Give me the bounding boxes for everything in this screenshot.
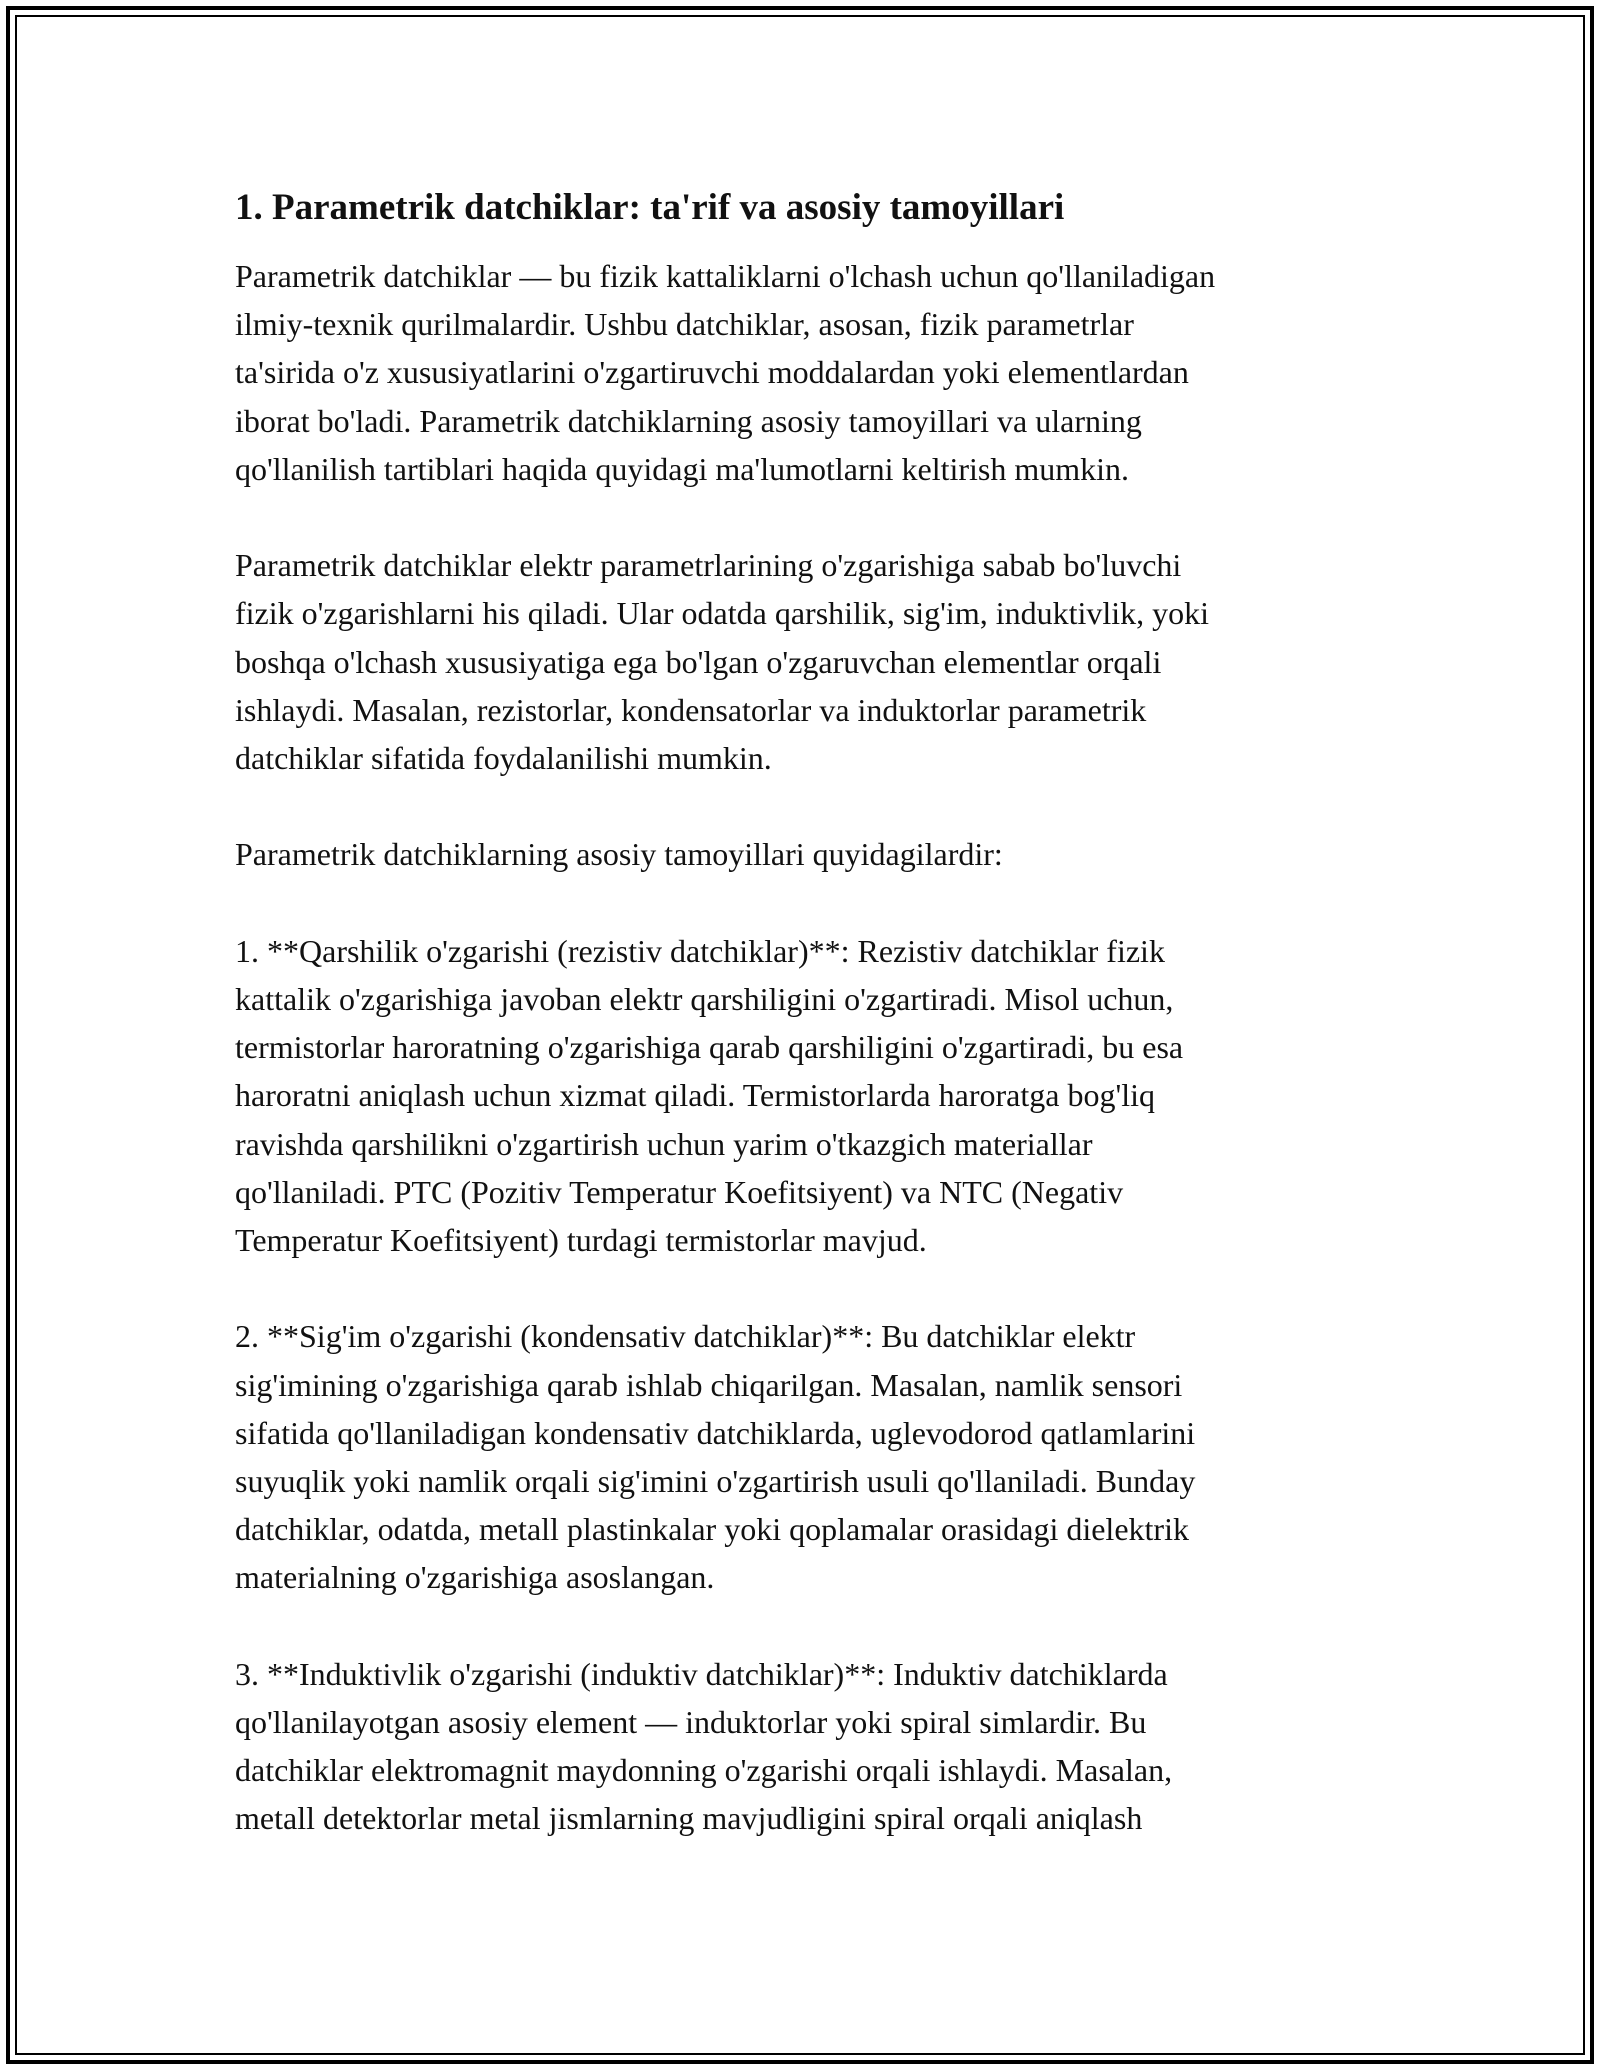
text-line: Temperatur Koefitsiyent) turdagi termistorlar mavjud. [235, 1222, 927, 1259]
text-line: metall detektorlar metal jismlarning mavjudligini spiral orqali aniqlash [235, 1800, 1143, 1837]
text-line: 1. **Qarshilik o'zgarishi (rezistiv datchiklar)**: Rezistiv datchiklar fizik [235, 932, 1165, 969]
text-line: datchiklar sifatida foydalanilishi mumkin. [235, 740, 772, 777]
section-heading: 1. Parametrik datchiklar: ta'rif va asosiy tamoyillari [235, 187, 1065, 228]
list-item-resistive [235, 927, 1375, 1264]
text-line: 2. **Sig'im o'zgarishi (kondensativ datchiklar)**: Bu datchiklar elektr [235, 1318, 1136, 1355]
text-line: ta'sirida o'z xususiyatlarini o'zgartiruvchi moddalardan yoki elementlardan [235, 354, 1189, 391]
text-line: datchiklar, odatda, metall plastinkalar yoki qoplamalar orasidagi dielektrik [235, 1511, 1189, 1548]
text-line: qo'llanilish tartiblari haqida quyidagi ma'lumotlarni keltirish mumkin. [235, 450, 1130, 487]
text-line: boshqa o'lchash xususiyatiga ega bo'lgan o'zgaruvchan elementlar orqali [235, 643, 1162, 680]
list-item-capacitive [235, 1312, 1375, 1601]
text-line: termistorlar haroratning o'zgarishiga qarab qarshiligini o'zgartiradi, bu esa [235, 1029, 1184, 1066]
text-line: qo'llaniladi. PTC (Pozitiv Temperatur Koefitsiyent) va NTC (Negativ [235, 1173, 1124, 1210]
text-line: ravishda qarshilikni o'zgartirish uchun yarim o'tkazgich materiallar [235, 1125, 1093, 1162]
text-line: haroratni aniqlash uchun xizmat qiladi. Termistorlarda haroratga bog'liq [235, 1077, 1155, 1114]
document-body [235, 184, 1375, 1891]
text-line: suyuqlik yoki namlik orqali sig'imini o'zgartirish usuli qo'llaniladi. Bunday [235, 1463, 1196, 1500]
text-line: datchiklar elektromagnit maydonning o'zgarishi orqali ishlaydi. Masalan, [235, 1752, 1173, 1789]
list-item-inductive [235, 1650, 1375, 1843]
text-line: qo'llanilayotgan asosiy element — induktorlar yoki spiral simlardir. Bu [235, 1704, 1147, 1741]
text-line: 3. **Induktivlik o'zgarishi (induktiv datchiklar)**: Induktiv datchiklarda [235, 1655, 1168, 1692]
text-line: sig'imining o'zgarishiga qarab ishlab chiqarilgan. Masalan, namlik sensori [235, 1366, 1183, 1403]
text-line: iborat bo'ladi. Parametrik datchiklarning asosiy tamoyillari va ularning [235, 402, 1142, 439]
paragraph-sensing [235, 541, 1375, 782]
text-line: sifatida qo'llaniladigan kondensativ datchiklarda, uglevodorod qatlamlarini [235, 1414, 1196, 1451]
text-line: ilmiy-texnik qurilmalardir. Ushbu datchiklar, asosan, fizik parametrlar [235, 306, 1134, 343]
text-line: Parametrik datchiklar — bu fizik kattaliklarni o'lchash uchun qo'llaniladigan [235, 258, 1216, 294]
text-line: fizik o'zgarishlarni his qiladi. Ular odatda qarshilik, sig'im, induktivlik, yoki [235, 595, 1210, 632]
text-line: Parametrik datchiklar elektr parametrlarining o'zgarishiga sabab bo'luvchi [235, 547, 1182, 584]
text-line: ishlaydi. Masalan, rezistorlar, kondensatorlar va induktorlar parametrik [235, 691, 1147, 728]
text-line: Parametrik datchiklarning asosiy tamoyillari quyidagilardir: [235, 836, 1003, 873]
paragraph-principles-intro [235, 830, 1375, 878]
text-line: kattalik o'zgarishiga javoban elektr qarshiligini o'zgartiradi. Misol uchun, [235, 981, 1174, 1017]
text-line: materialning o'zgarishiga asoslangan. [235, 1559, 715, 1596]
paragraph-intro [235, 252, 1375, 493]
